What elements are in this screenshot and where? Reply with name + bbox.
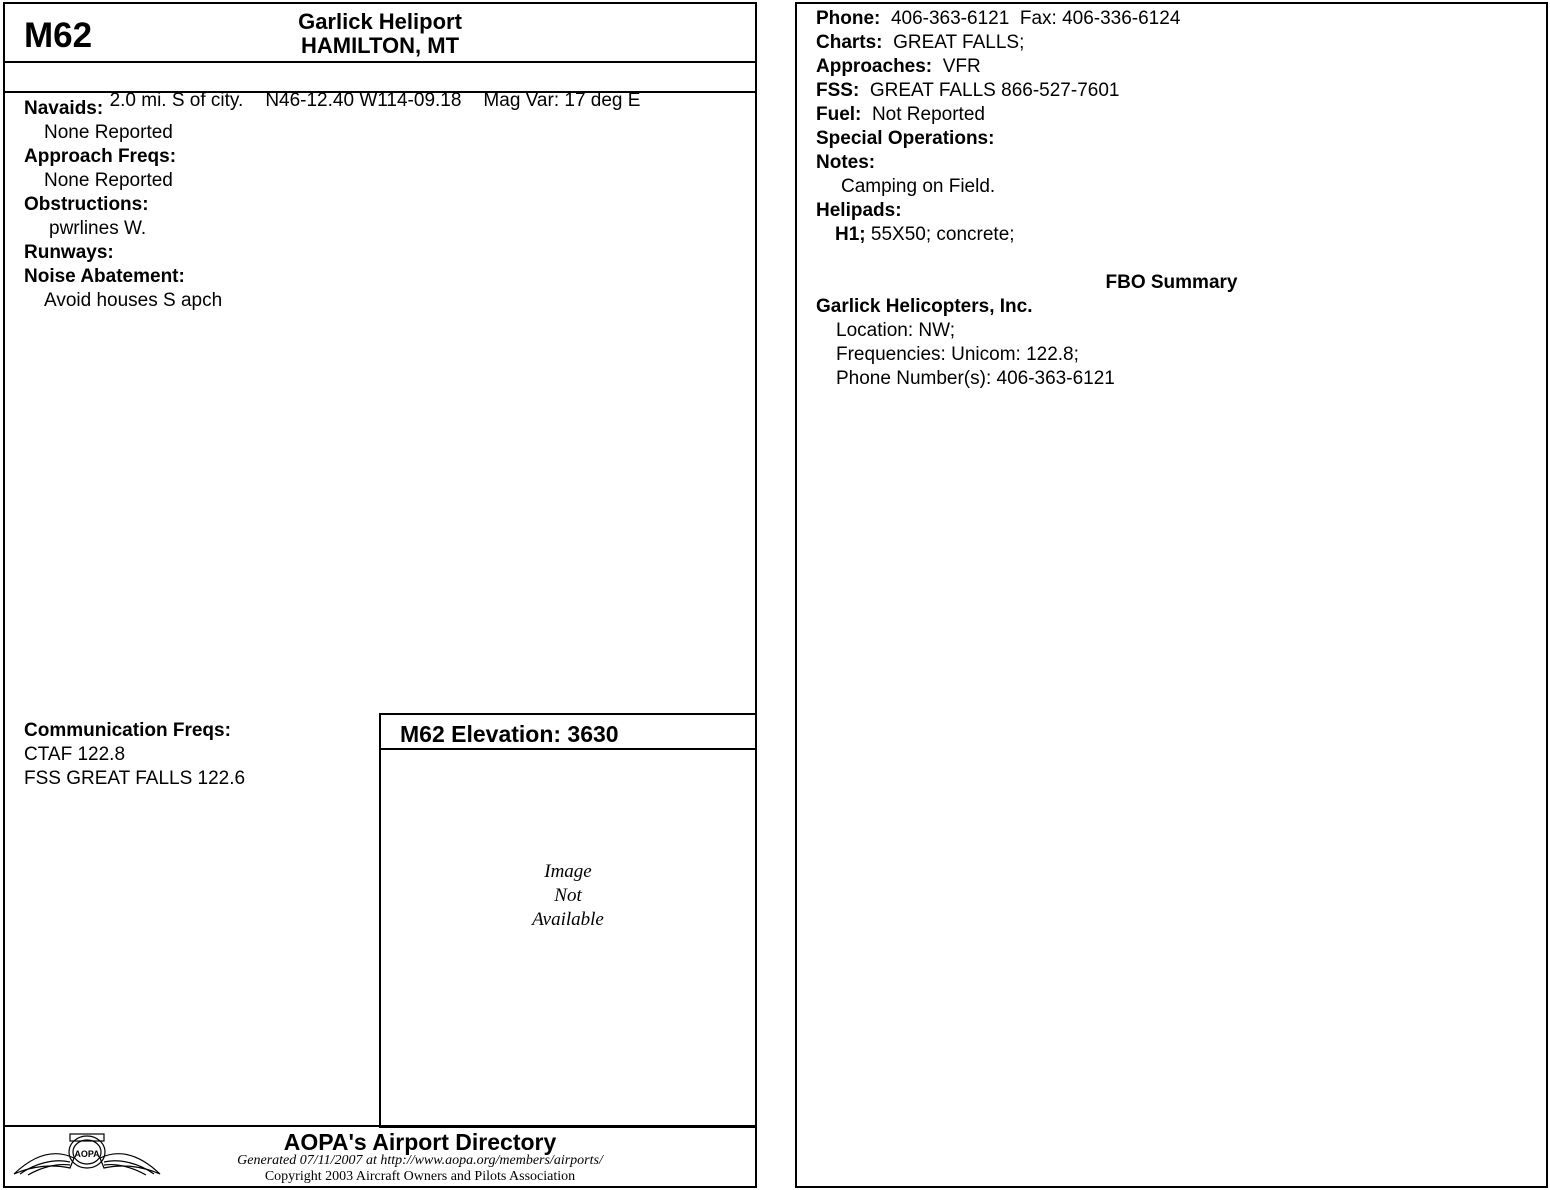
fuel-row	[816, 103, 1536, 127]
footer-generated: Generated 07/11/2007 at http://www.aopa.org/members/airports/	[237, 1153, 603, 1168]
footer-title: AOPA's Airport Directory	[283, 1129, 557, 1155]
charts-row	[816, 31, 1536, 55]
fbo-phone: Phone Number(s): 406-363-6121	[836, 368, 1115, 389]
runways-label: Runways:	[24, 242, 114, 263]
approaches-label: Approaches:	[816, 56, 933, 77]
helipads-label: Helipads:	[816, 200, 902, 221]
fss-row	[816, 79, 1536, 103]
approaches-value: VFR	[942, 56, 981, 77]
comm-freq-item: FSS GREAT FALLS 122.6	[24, 768, 246, 789]
approach-freqs-value: None Reported	[44, 170, 173, 191]
airport-city: HAMILTON, MT	[300, 33, 460, 58]
helipad-value: 55X50; concrete;	[870, 224, 1015, 245]
noise-abatement-label: Noise Abatement:	[24, 266, 185, 287]
approach-freqs-label: Approach Freqs:	[24, 146, 177, 167]
image-placeholder-line: Available	[532, 909, 604, 930]
location-magvar: Mag Var: 17 deg E	[483, 90, 641, 111]
aopa-logo	[12, 1130, 162, 1180]
footer-copyright: Copyright 2003 Aircraft Owners and Pilots Association	[264, 1169, 576, 1184]
approaches-row	[816, 55, 1536, 79]
footer-divider	[3, 1125, 757, 1127]
right-info	[816, 7, 1536, 247]
navaids-value: None Reported	[44, 122, 173, 143]
image-placeholder-line: Image	[544, 861, 592, 882]
elevation-divider	[379, 748, 757, 750]
logo-text: AOPA	[74, 1149, 100, 1159]
notes-value: Camping on Field.	[841, 176, 996, 197]
notes-label: Notes:	[816, 152, 876, 173]
airport-name: Garlick Heliport	[298, 9, 462, 34]
obstructions-label: Obstructions:	[24, 194, 149, 215]
left-info	[24, 97, 222, 313]
header-divider	[3, 61, 757, 63]
fbo-summary	[816, 295, 1115, 391]
comm-freqs	[24, 719, 245, 791]
helipad-row	[816, 223, 1536, 247]
fbo-frequencies: Frequencies: Unicom: 122.8;	[836, 344, 1079, 365]
fbo-summary-title: FBO Summary	[1105, 272, 1238, 293]
fuel-value: Not Reported	[871, 104, 985, 125]
phone-row	[816, 7, 1536, 31]
comm-freq-item: CTAF 122.8	[24, 744, 126, 765]
phone-value: 406-363-6121 Fax: 406-336-6124	[890, 8, 1181, 29]
charts-label: Charts:	[816, 32, 883, 53]
image-not-available	[379, 860, 757, 932]
special-operations-label: Special Operations:	[816, 128, 995, 149]
navaids-label: Navaids:	[24, 98, 104, 119]
location-distance: 2.0 mi. S of city.	[109, 90, 244, 111]
airport-code: M62	[24, 16, 93, 55]
fbo-location: Location: NW;	[836, 320, 955, 341]
noise-abatement-value: Avoid houses S apch	[44, 290, 223, 311]
comm-freqs-label: Communication Freqs:	[24, 720, 231, 741]
charts-value: GREAT FALLS;	[893, 32, 1025, 53]
fss-value: GREAT FALLS 866-527-7601	[869, 80, 1120, 101]
location-coords: N46-12.40 W114-09.18	[265, 90, 462, 111]
fbo-name: Garlick Helicopters, Inc.	[816, 296, 1033, 317]
fuel-label: Fuel:	[816, 104, 862, 125]
helipad-id: H1;	[835, 224, 866, 245]
phone-label: Phone:	[816, 8, 881, 29]
obstructions-value: pwrlines W.	[49, 218, 147, 239]
fss-label: FSS:	[816, 80, 860, 101]
image-placeholder-line: Not	[554, 885, 582, 906]
elevation-title: M62 Elevation: 3630	[400, 721, 619, 747]
